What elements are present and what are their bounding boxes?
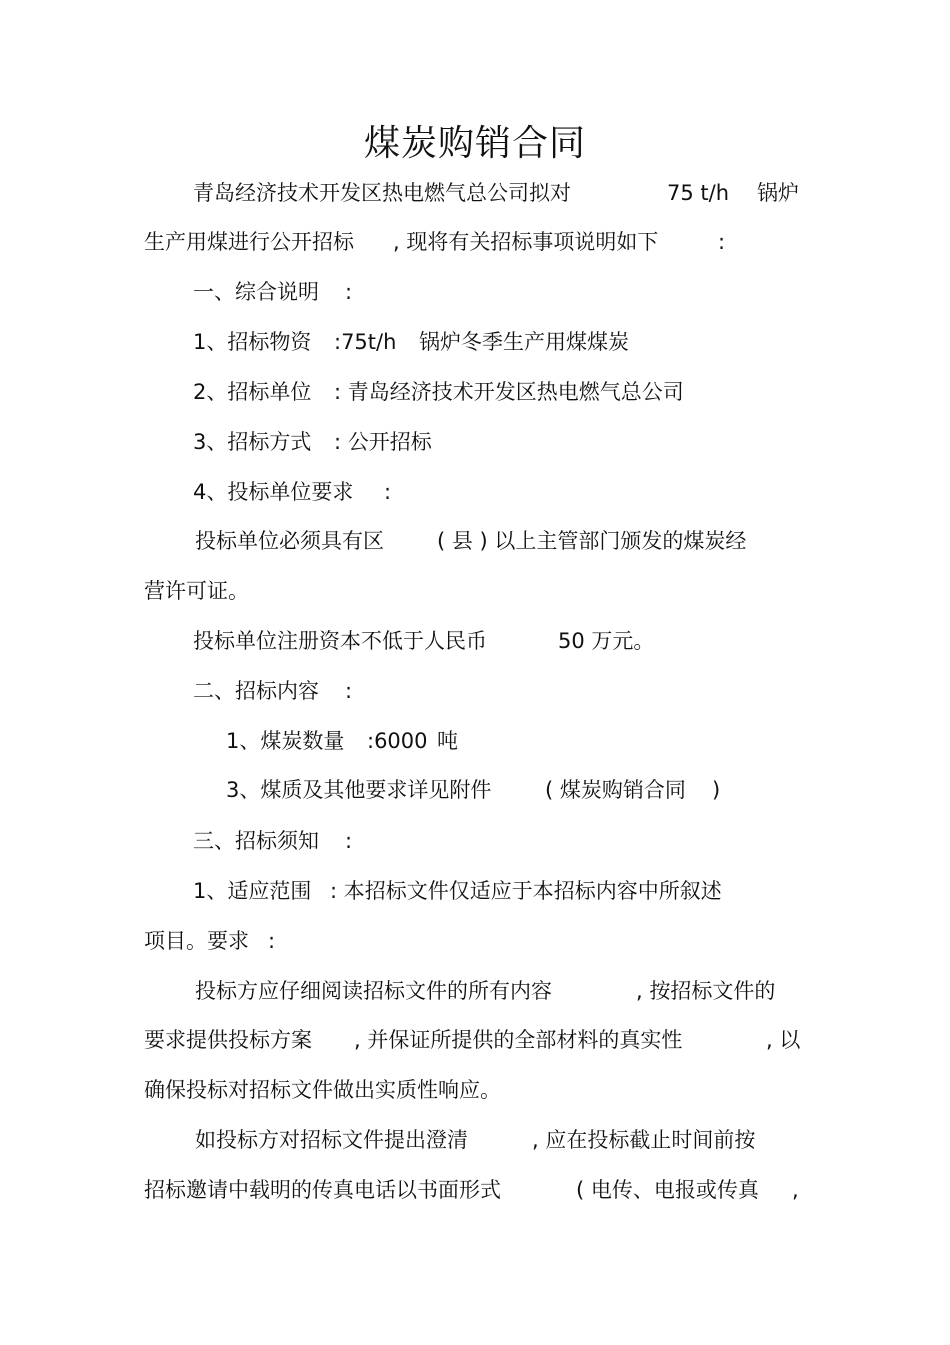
text-segment: 项目。要求 — [144, 929, 249, 953]
paragraph-line — [0, 525, 950, 557]
paragraph-line — [0, 1124, 950, 1156]
text-segment: 投标单位注册资本不低于人民币 — [193, 629, 487, 653]
section-heading — [0, 276, 950, 308]
paragraph-line — [0, 774, 950, 806]
text-segment: : 公开招标 — [334, 430, 432, 454]
paragraph-line — [0, 725, 950, 757]
paragraph-line — [0, 625, 950, 657]
text-segment: : — [268, 929, 276, 953]
section-heading — [0, 675, 950, 707]
text-segment: 招标邀请中载明的传真电话以书面形式 — [144, 1178, 501, 1202]
text-segment: 锅炉 — [757, 181, 799, 205]
text-segment: 吨 — [437, 729, 458, 753]
paragraph-line — [0, 226, 950, 258]
text-segment: ( 电传、电报或传真 — [576, 1178, 759, 1202]
paragraph-line — [0, 575, 950, 607]
paragraph-line — [0, 326, 950, 358]
text-segment: : — [718, 230, 726, 254]
text-segment: :6000 — [367, 729, 428, 753]
document-title: 煤炭购销合同 — [363, 123, 586, 164]
text-segment: , 按招标文件的 — [636, 979, 776, 1003]
section-heading — [0, 825, 950, 857]
paragraph-line — [0, 925, 950, 957]
text-segment: 4、投标单位要求 — [193, 480, 354, 504]
paragraph-line — [0, 476, 950, 508]
text-segment: 锅炉冬季生产用煤煤炭 — [419, 330, 629, 354]
paragraph-line — [0, 376, 950, 408]
text-segment: 1、招标物资 — [193, 330, 312, 354]
text-segment: , 应在投标截止时间前按 — [532, 1128, 756, 1152]
text-segment: 投标方应仔细阅读招标文件的所有内容 — [195, 979, 552, 1003]
text-segment: 75 t/h — [667, 181, 730, 205]
text-segment: 1、适应范围 — [193, 879, 312, 903]
text-segment: , — [792, 1178, 799, 1202]
text-segment: 要求提供投标方案 — [144, 1028, 312, 1052]
text-segment: , 以 — [766, 1028, 801, 1052]
text-segment: : — [345, 829, 353, 853]
text-segment: 2、招标单位 — [193, 380, 312, 404]
text-segment: : 本招标文件仅适应于本招标内容中所叙述 — [330, 879, 722, 903]
text-segment: 二、招标内容 — [193, 679, 319, 703]
paragraph-line — [0, 1174, 950, 1206]
text-segment: 投标单位必须具有区 — [195, 529, 384, 553]
text-segment: , 并保证所提供的全部材料的真实性 — [354, 1028, 683, 1052]
text-segment: : — [384, 480, 392, 504]
paragraph-line — [0, 1074, 950, 1106]
paragraph-line — [0, 426, 950, 458]
text-segment: , 现将有关招标事项说明如下 — [393, 230, 659, 254]
text-segment: 生产用煤进行公开招标 — [144, 230, 354, 254]
paragraph-line — [0, 177, 950, 209]
text-segment: 一、综合说明 — [193, 280, 319, 304]
text-segment: :75t/h — [334, 330, 397, 354]
text-segment: 3、煤质及其他要求详见附件 — [226, 778, 492, 802]
text-segment: 三、招标须知 — [193, 829, 319, 853]
text-segment: 青岛经济技术开发区热电燃气总公司拟对 — [193, 181, 571, 205]
text-segment: : 青岛经济技术开发区热电燃气总公司 — [334, 380, 684, 404]
text-segment: 1、煤炭数量 — [226, 729, 345, 753]
text-segment: ( 煤炭购销合同 — [545, 778, 686, 802]
text-segment: 营许可证。 — [144, 579, 249, 603]
text-segment: : — [345, 679, 353, 703]
text-segment: ) — [712, 778, 721, 802]
paragraph-line — [0, 1024, 950, 1056]
text-segment: ( 县 ) 以上主管部门颁发的煤炭经 — [437, 529, 747, 553]
paragraph-line — [0, 875, 950, 907]
paragraph-line — [0, 975, 950, 1007]
text-segment: 3、招标方式 — [193, 430, 312, 454]
text-segment: 如投标方对招标文件提出澄清 — [195, 1128, 468, 1152]
text-segment: 确保投标对招标文件做出实质性响应。 — [144, 1078, 501, 1102]
text-segment: : — [345, 280, 353, 304]
text-segment: 50 万元。 — [558, 629, 655, 653]
